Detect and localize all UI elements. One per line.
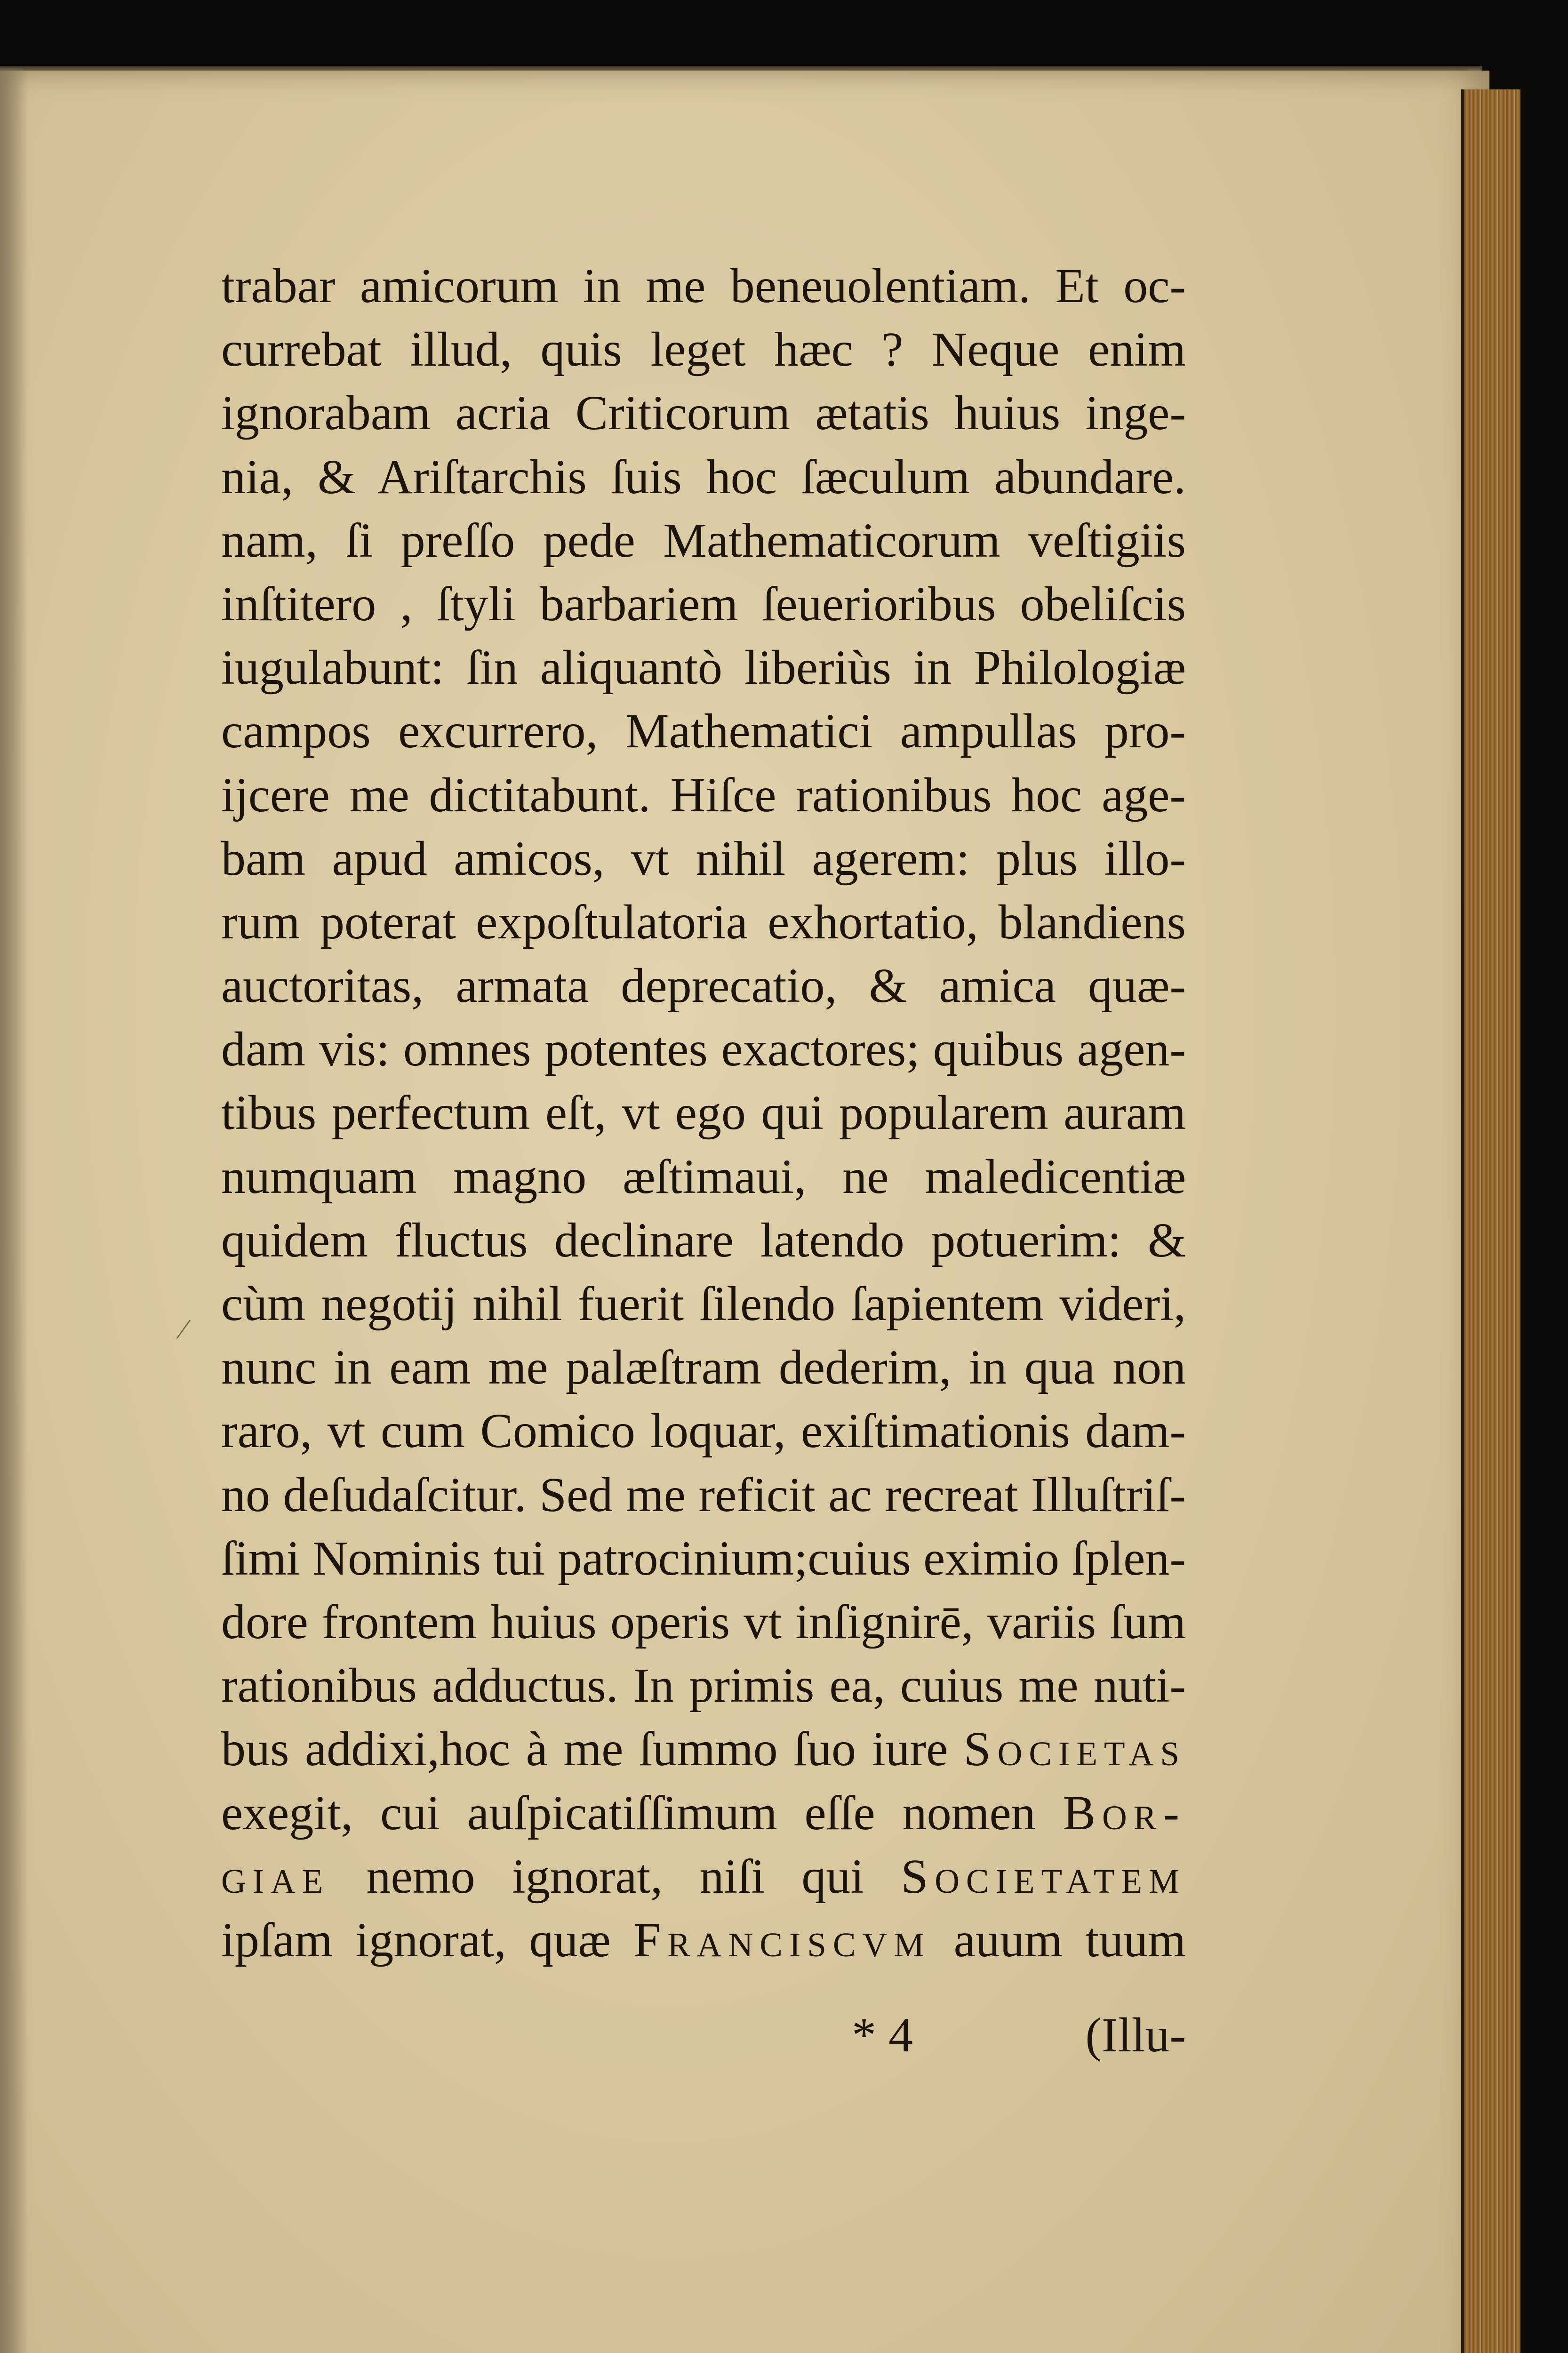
- text-line: dam vis: omnes potentes exactores; quibus agen-: [221, 1022, 1186, 1077]
- text-line: [221, 1845, 1186, 1908]
- text-run: nemo ignorat, niſi qui: [329, 1849, 901, 1904]
- text-line: inſtitero , ſtyli barbariem ſeuerioribus obeliſcis: [221, 576, 1186, 631]
- text-line: auctoritas, armata deprecatio, & amica quæ-: [221, 959, 1186, 1013]
- page-footer: [221, 2002, 1186, 2068]
- smallcaps-run: Franciscvm: [633, 1913, 931, 1967]
- text-line: raro, vt cum Comico loquar, exiſtimationis dam-: [221, 1404, 1186, 1458]
- text-line: numquam magno æſtimaui, ne maledicentiæ: [221, 1149, 1186, 1204]
- text-line: [221, 1781, 1186, 1845]
- page-fore-edge: [1461, 89, 1520, 2353]
- text-line: currebat illud, quis leget hæc ? Neque enim: [221, 322, 1186, 377]
- body-text: [221, 254, 1186, 1972]
- smallcaps-run: giae: [221, 1849, 330, 1904]
- text-line: iugulabunt: ſin aliquantò liberiùs in Philologiæ: [221, 640, 1186, 695]
- margin-mark: ∕: [181, 1313, 186, 1345]
- smallcaps-run: Societas: [963, 1722, 1186, 1777]
- smallcaps-run: Bor-: [1063, 1785, 1186, 1840]
- catchword: (Illu-: [1085, 2008, 1186, 2062]
- text-line: bam apud amicos, vt nihil agerem: plus illo-: [221, 831, 1186, 886]
- text-line: ſimi Nominis tui patrocinium;cuius eximio ſplen-: [221, 1531, 1186, 1585]
- signature-mark: * 4: [852, 2008, 913, 2062]
- text-run: bus addixi,hoc à me ſummo ſuo iure: [221, 1722, 964, 1777]
- text-line: rationibus adductus. In primis ea, cuius me nuti-: [221, 1658, 1186, 1713]
- text-line: [221, 1717, 1186, 1781]
- text-line: campos excurrero, Mathematici ampullas pro-: [221, 704, 1186, 759]
- text-line: nia, & Ariſtarchis ſuis hoc ſæculum abundare.: [221, 449, 1186, 504]
- text-line: ignorabam acria Criticorum ætatis huius inge-: [221, 386, 1186, 440]
- text-line: nam, ſi preſſo pede Mathematicorum veſtigiis: [221, 513, 1186, 568]
- text-line: ijcere me dictitabunt. Hiſce rationibus hoc age-: [221, 768, 1186, 822]
- text-run: exegit, cui auſpicatiſſimum eſſe nomen: [221, 1785, 1063, 1840]
- text-line: [221, 1908, 1186, 1972]
- smallcaps-run: Societatem: [901, 1849, 1186, 1904]
- text-line: dore frontem huius operis vt inſignirē, variis ſum: [221, 1594, 1186, 1649]
- text-line: trabar amicorum in me beneuolentiam. Et oc-: [221, 259, 1186, 313]
- text-line: cùm negotij nihil fuerit ſilendo ſapientem videri,: [221, 1277, 1186, 1331]
- text-line: rum poterat expoſtulatoria exhortatio, blandiens: [221, 895, 1186, 949]
- text-run: ipſam ignorat, quæ: [221, 1913, 634, 1967]
- page-gutter-shadow: [0, 71, 28, 2353]
- text-line: no deſudaſcitur. Sed me reficit ac recreat Illuſtriſ-: [221, 1467, 1186, 1522]
- text-line: nunc in eam me palæſtram dederim, in qua non: [221, 1340, 1186, 1395]
- text-line: quidem fluctus declinare latendo potuerim: &: [221, 1213, 1186, 1267]
- text-line: tibus perfectum eſt, vt ego qui popularem auram: [221, 1086, 1186, 1140]
- text-run: auum tuum: [931, 1913, 1186, 1967]
